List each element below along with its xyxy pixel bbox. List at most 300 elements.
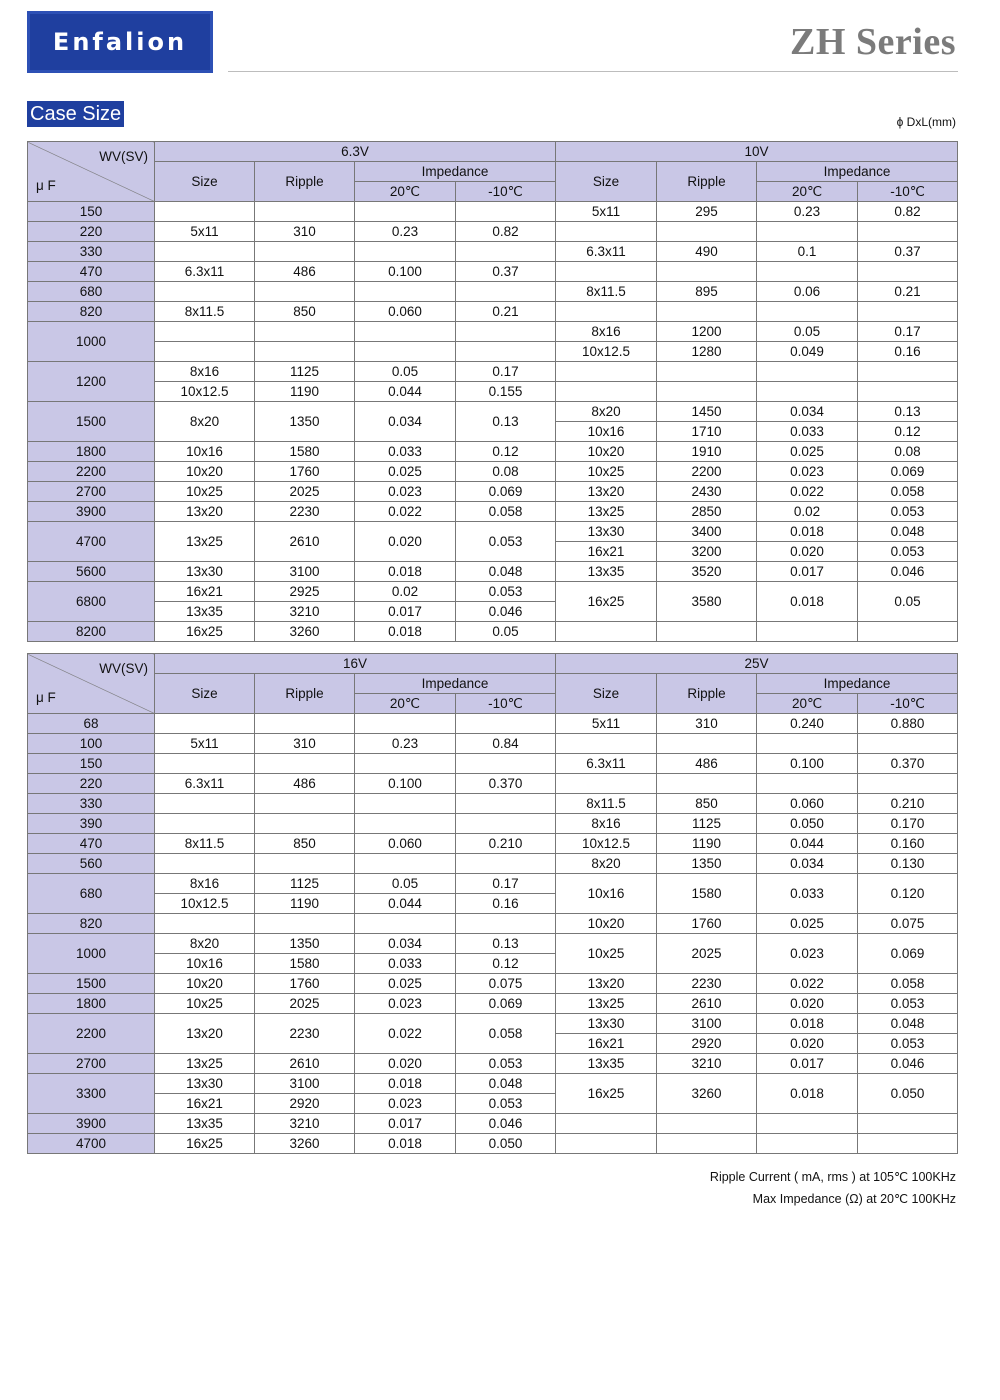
impedance-minus10c-cell: 0.046 bbox=[456, 602, 556, 622]
impedance-20c-cell bbox=[355, 754, 456, 774]
table-row bbox=[28, 854, 958, 874]
impedance-20c-cell: 0.060 bbox=[355, 302, 456, 322]
impedance-20c-cell bbox=[757, 302, 858, 322]
impedance-minus10c-cell: 0.370 bbox=[456, 774, 556, 794]
impedance-minus10c-cell: 0.130 bbox=[858, 854, 958, 874]
table-row bbox=[28, 794, 958, 814]
impedance-minus10c-cell: 0.155 bbox=[456, 382, 556, 402]
capacitance-cell: 1000 bbox=[28, 934, 155, 974]
size-cell: 8x20 bbox=[556, 854, 657, 874]
size-cell bbox=[155, 714, 255, 734]
ripple-cell: 3520 bbox=[657, 562, 757, 582]
size-cell: 13x30 bbox=[556, 522, 657, 542]
ripple-cell: 1350 bbox=[255, 934, 355, 954]
table-row bbox=[28, 774, 958, 794]
ripple-cell bbox=[657, 302, 757, 322]
ripple-cell: 1190 bbox=[657, 834, 757, 854]
impedance-minus10c-cell: 0.05 bbox=[858, 582, 958, 622]
size-cell: 13x20 bbox=[556, 974, 657, 994]
impedance-minus10c-cell: 0.053 bbox=[456, 1094, 556, 1114]
size-cell: 6.3x11 bbox=[155, 774, 255, 794]
impedance-minus10c-cell bbox=[456, 814, 556, 834]
size-cell: 8x11.5 bbox=[155, 302, 255, 322]
size-cell: 8x16 bbox=[155, 362, 255, 382]
impedance-20c-cell: 0.018 bbox=[757, 522, 858, 542]
table-row bbox=[28, 342, 958, 362]
size-cell: 16x21 bbox=[155, 1094, 255, 1114]
ripple-cell bbox=[657, 734, 757, 754]
size-cell bbox=[155, 342, 255, 362]
table-row bbox=[28, 202, 958, 222]
impedance-minus10c-cell: 0.069 bbox=[456, 994, 556, 1014]
ripple-cell bbox=[255, 714, 355, 734]
impedance-20c-cell: 0.017 bbox=[355, 602, 456, 622]
impedance-20c-cell bbox=[355, 854, 456, 874]
table-row bbox=[28, 322, 958, 342]
footnotes bbox=[710, 1166, 956, 1210]
ripple-cell: 2230 bbox=[255, 1014, 355, 1054]
impedance-minus10c-cell bbox=[456, 714, 556, 734]
table-row bbox=[28, 974, 958, 994]
impedance-minus10c-header: -10℃ bbox=[456, 694, 556, 714]
ripple-cell: 1760 bbox=[255, 974, 355, 994]
ripple-cell: 1350 bbox=[657, 854, 757, 874]
size-cell: 13x25 bbox=[155, 522, 255, 562]
impedance-minus10c-cell: 0.075 bbox=[456, 974, 556, 994]
impedance-minus10c-cell: 0.12 bbox=[456, 442, 556, 462]
capacitance-cell: 8200 bbox=[28, 622, 155, 642]
ripple-cell bbox=[255, 242, 355, 262]
size-cell: 13x30 bbox=[155, 1074, 255, 1094]
size-cell: 16x25 bbox=[556, 582, 657, 622]
size-cell: 16x25 bbox=[556, 1074, 657, 1114]
impedance-20c-cell bbox=[757, 774, 858, 794]
impedance-20c-cell: 0.1 bbox=[757, 242, 858, 262]
impedance-minus10c-cell: 0.120 bbox=[858, 874, 958, 914]
ripple-cell: 3210 bbox=[255, 602, 355, 622]
diagonal-header-cell bbox=[28, 142, 155, 202]
impedance-20c-cell: 0.050 bbox=[757, 814, 858, 834]
ripple-cell: 310 bbox=[255, 734, 355, 754]
ripple-cell: 895 bbox=[657, 282, 757, 302]
impedance-20c-cell: 0.100 bbox=[757, 754, 858, 774]
impedance-minus10c-cell: 0.12 bbox=[456, 954, 556, 974]
impedance-minus10c-cell: 0.210 bbox=[456, 834, 556, 854]
impedance-20c-cell bbox=[355, 282, 456, 302]
size-cell: 10x12.5 bbox=[556, 834, 657, 854]
impedance-20c-cell: 0.034 bbox=[757, 402, 858, 422]
impedance-minus10c-cell: 0.069 bbox=[858, 934, 958, 974]
table-row bbox=[28, 934, 958, 954]
impedance-minus10c-cell: 0.21 bbox=[858, 282, 958, 302]
ripple-header: Ripple bbox=[657, 162, 757, 202]
spec-table-16v-25v bbox=[27, 653, 958, 1154]
header-row bbox=[28, 654, 958, 674]
ripple-cell: 1350 bbox=[255, 402, 355, 442]
size-cell: 6.3x11 bbox=[556, 754, 657, 774]
impedance-20c-cell bbox=[757, 1114, 858, 1134]
impedance-20c-header: 20℃ bbox=[757, 694, 858, 714]
table-row bbox=[28, 442, 958, 462]
impedance-minus10c-cell: 0.058 bbox=[858, 482, 958, 502]
ripple-cell: 1580 bbox=[255, 442, 355, 462]
impedance-minus10c-cell: 0.053 bbox=[456, 1054, 556, 1074]
capacitance-cell: 2200 bbox=[28, 1014, 155, 1054]
size-cell bbox=[556, 382, 657, 402]
impedance-20c-cell bbox=[757, 262, 858, 282]
size-header: Size bbox=[556, 674, 657, 714]
size-cell: 8x16 bbox=[556, 322, 657, 342]
ripple-cell: 295 bbox=[657, 202, 757, 222]
capacitance-cell: 2700 bbox=[28, 1054, 155, 1074]
ripple-cell bbox=[255, 854, 355, 874]
ripple-cell bbox=[657, 1114, 757, 1134]
table-row bbox=[28, 734, 958, 754]
section-title: Case Size bbox=[27, 101, 124, 127]
size-cell: 13x35 bbox=[556, 1054, 657, 1074]
impedance-20c-cell bbox=[355, 242, 456, 262]
size-cell bbox=[155, 322, 255, 342]
voltage-header-left: 16V bbox=[155, 654, 556, 674]
table-row bbox=[28, 1074, 958, 1094]
table-row bbox=[28, 1014, 958, 1034]
impedance-minus10c-cell bbox=[456, 914, 556, 934]
ripple-note: Ripple Current ( mA, rms ) at 105℃ 100KHz bbox=[709, 1170, 956, 1184]
impedance-minus10c-cell: 0.053 bbox=[858, 542, 958, 562]
impedance-header: Impedance bbox=[355, 162, 556, 182]
impedance-20c-cell: 0.23 bbox=[355, 222, 456, 242]
impedance-minus10c-cell: 0.046 bbox=[858, 1054, 958, 1074]
ripple-cell: 1760 bbox=[657, 914, 757, 934]
ripple-cell: 2025 bbox=[657, 934, 757, 974]
table-row bbox=[28, 1134, 958, 1154]
ripple-cell: 2610 bbox=[255, 522, 355, 562]
impedance-20c-cell: 0.022 bbox=[757, 482, 858, 502]
impedance-20c-cell: 0.034 bbox=[757, 854, 858, 874]
ripple-cell bbox=[657, 622, 757, 642]
table-row bbox=[28, 282, 958, 302]
spec-table-6v3-10v bbox=[27, 141, 958, 642]
ripple-cell: 486 bbox=[657, 754, 757, 774]
capacitance-cell: 1500 bbox=[28, 402, 155, 442]
impedance-20c-cell: 0.02 bbox=[757, 502, 858, 522]
impedance-minus10c-cell bbox=[858, 222, 958, 242]
ripple-cell: 3100 bbox=[657, 1014, 757, 1034]
table-row bbox=[28, 814, 958, 834]
impedance-20c-cell: 0.060 bbox=[355, 834, 456, 854]
impedance-minus10c-cell: 0.880 bbox=[858, 714, 958, 734]
capacitance-cell: 150 bbox=[28, 202, 155, 222]
ripple-cell: 1580 bbox=[255, 954, 355, 974]
impedance-20c-cell: 0.05 bbox=[355, 874, 456, 894]
size-cell: 10x12.5 bbox=[155, 382, 255, 402]
impedance-20c-cell bbox=[757, 734, 858, 754]
voltage-header-right: 25V bbox=[556, 654, 958, 674]
impedance-minus10c-cell: 0.17 bbox=[456, 362, 556, 382]
impedance-note: Max Impedance (Ω) at 20℃ 100KHz bbox=[752, 1192, 956, 1206]
size-cell: 13x20 bbox=[155, 502, 255, 522]
impedance-20c-cell: 0.018 bbox=[355, 1074, 456, 1094]
impedance-minus10c-cell: 0.053 bbox=[858, 994, 958, 1014]
ripple-header: Ripple bbox=[255, 674, 355, 714]
capacitance-cell: 68 bbox=[28, 714, 155, 734]
ripple-cell: 1190 bbox=[255, 894, 355, 914]
size-cell: 13x30 bbox=[556, 1014, 657, 1034]
size-cell: 10x25 bbox=[155, 994, 255, 1014]
size-cell: 8x16 bbox=[155, 874, 255, 894]
uf-label: μ F bbox=[36, 178, 56, 193]
impedance-20c-cell: 0.020 bbox=[355, 522, 456, 562]
voltage-header-right: 10V bbox=[556, 142, 958, 162]
impedance-header: Impedance bbox=[757, 674, 958, 694]
impedance-20c-cell: 0.020 bbox=[355, 1054, 456, 1074]
impedance-20c-cell: 0.05 bbox=[757, 322, 858, 342]
capacitance-cell: 470 bbox=[28, 834, 155, 854]
ripple-cell bbox=[255, 322, 355, 342]
impedance-20c-cell: 0.033 bbox=[757, 422, 858, 442]
ripple-cell bbox=[255, 814, 355, 834]
ripple-cell bbox=[657, 222, 757, 242]
impedance-minus10c-cell bbox=[858, 1114, 958, 1134]
size-cell: 8x11.5 bbox=[155, 834, 255, 854]
ripple-cell: 3400 bbox=[657, 522, 757, 542]
ripple-cell bbox=[255, 282, 355, 302]
size-cell bbox=[155, 794, 255, 814]
ripple-cell bbox=[255, 202, 355, 222]
size-cell bbox=[556, 262, 657, 282]
impedance-minus10c-cell bbox=[858, 382, 958, 402]
ripple-cell bbox=[255, 794, 355, 814]
size-cell bbox=[556, 302, 657, 322]
wv-label: WV(SV) bbox=[99, 149, 148, 164]
size-cell: 13x35 bbox=[556, 562, 657, 582]
capacitance-cell: 2200 bbox=[28, 462, 155, 482]
capacitance-cell: 220 bbox=[28, 774, 155, 794]
size-cell: 13x30 bbox=[155, 562, 255, 582]
impedance-minus10c-cell: 0.13 bbox=[858, 402, 958, 422]
ripple-cell: 2025 bbox=[255, 482, 355, 502]
capacitance-cell: 220 bbox=[28, 222, 155, 242]
capacitance-cell: 150 bbox=[28, 754, 155, 774]
impedance-minus10c-cell: 0.160 bbox=[858, 834, 958, 854]
size-cell bbox=[155, 282, 255, 302]
impedance-minus10c-cell: 0.048 bbox=[858, 1014, 958, 1034]
impedance-minus10c-cell bbox=[858, 734, 958, 754]
ripple-cell bbox=[255, 754, 355, 774]
size-header: Size bbox=[155, 162, 255, 202]
ripple-cell: 3100 bbox=[255, 1074, 355, 1094]
size-cell bbox=[556, 734, 657, 754]
impedance-20c-cell: 0.025 bbox=[355, 974, 456, 994]
table-row bbox=[28, 362, 958, 382]
capacitance-cell: 1800 bbox=[28, 994, 155, 1014]
size-cell bbox=[556, 622, 657, 642]
impedance-minus10c-cell: 0.82 bbox=[858, 202, 958, 222]
ripple-cell: 2610 bbox=[255, 1054, 355, 1074]
capacitance-cell: 470 bbox=[28, 262, 155, 282]
impedance-20c-cell bbox=[757, 222, 858, 242]
impedance-20c-cell: 0.033 bbox=[355, 442, 456, 462]
ripple-cell: 2230 bbox=[657, 974, 757, 994]
impedance-minus10c-cell: 0.84 bbox=[456, 734, 556, 754]
table-row bbox=[28, 914, 958, 934]
impedance-minus10c-cell: 0.08 bbox=[456, 462, 556, 482]
impedance-header: Impedance bbox=[355, 674, 556, 694]
capacitance-cell: 3900 bbox=[28, 1114, 155, 1134]
size-cell: 16x21 bbox=[556, 542, 657, 562]
size-cell: 13x20 bbox=[556, 482, 657, 502]
ripple-cell: 2610 bbox=[657, 994, 757, 1014]
ripple-cell: 850 bbox=[657, 794, 757, 814]
size-cell: 16x25 bbox=[155, 1134, 255, 1154]
ripple-cell: 486 bbox=[255, 262, 355, 282]
impedance-20c-cell: 0.100 bbox=[355, 262, 456, 282]
impedance-20c-cell: 0.060 bbox=[757, 794, 858, 814]
impedance-minus10c-cell: 0.370 bbox=[858, 754, 958, 774]
table-row bbox=[28, 834, 958, 854]
size-cell: 8x20 bbox=[155, 934, 255, 954]
capacitance-cell: 390 bbox=[28, 814, 155, 834]
impedance-minus10c-header: -10℃ bbox=[858, 694, 958, 714]
table-row bbox=[28, 262, 958, 282]
impedance-20c-cell: 0.044 bbox=[355, 382, 456, 402]
table-row bbox=[28, 382, 958, 402]
impedance-20c-cell: 0.017 bbox=[355, 1114, 456, 1134]
size-cell: 13x35 bbox=[155, 1114, 255, 1134]
impedance-20c-cell: 0.018 bbox=[355, 622, 456, 642]
size-cell: 10x25 bbox=[556, 462, 657, 482]
series-title: ZH Series bbox=[790, 21, 956, 63]
ripple-cell: 2430 bbox=[657, 482, 757, 502]
impedance-minus10c-cell bbox=[456, 342, 556, 362]
impedance-minus10c-cell: 0.13 bbox=[456, 934, 556, 954]
ripple-header: Ripple bbox=[255, 162, 355, 202]
impedance-20c-cell: 0.022 bbox=[355, 1014, 456, 1054]
impedance-minus10c-cell bbox=[858, 262, 958, 282]
impedance-minus10c-cell: 0.08 bbox=[858, 442, 958, 462]
capacitance-cell: 4700 bbox=[28, 1134, 155, 1154]
header-row bbox=[28, 142, 958, 162]
size-cell: 10x20 bbox=[556, 442, 657, 462]
ripple-cell: 1910 bbox=[657, 442, 757, 462]
impedance-minus10c-cell bbox=[456, 322, 556, 342]
ripple-cell bbox=[657, 382, 757, 402]
impedance-minus10c-cell: 0.075 bbox=[858, 914, 958, 934]
impedance-20c-cell: 0.017 bbox=[757, 562, 858, 582]
impedance-20c-cell: 0.034 bbox=[355, 934, 456, 954]
ripple-cell bbox=[255, 914, 355, 934]
impedance-minus10c-cell: 0.13 bbox=[456, 402, 556, 442]
impedance-20c-cell: 0.023 bbox=[757, 462, 858, 482]
impedance-minus10c-cell: 0.21 bbox=[456, 302, 556, 322]
size-cell: 10x25 bbox=[556, 934, 657, 974]
impedance-minus10c-header: -10℃ bbox=[858, 182, 958, 202]
table-row bbox=[28, 754, 958, 774]
ripple-cell: 2200 bbox=[657, 462, 757, 482]
impedance-minus10c-cell: 0.069 bbox=[456, 482, 556, 502]
capacitance-cell: 6800 bbox=[28, 582, 155, 622]
impedance-minus10c-cell: 0.210 bbox=[858, 794, 958, 814]
impedance-20c-cell: 0.020 bbox=[757, 1034, 858, 1054]
size-cell: 16x21 bbox=[155, 582, 255, 602]
impedance-20c-cell bbox=[757, 362, 858, 382]
impedance-minus10c-cell: 0.053 bbox=[858, 1034, 958, 1054]
size-cell: 8x20 bbox=[155, 402, 255, 442]
impedance-20c-cell: 0.023 bbox=[355, 994, 456, 1014]
impedance-minus10c-cell: 0.16 bbox=[858, 342, 958, 362]
table-row bbox=[28, 1054, 958, 1074]
size-cell: 13x25 bbox=[556, 502, 657, 522]
impedance-minus10c-cell bbox=[456, 282, 556, 302]
size-cell bbox=[556, 1134, 657, 1154]
impedance-minus10c-cell: 0.05 bbox=[456, 622, 556, 642]
impedance-20c-cell: 0.022 bbox=[355, 502, 456, 522]
impedance-minus10c-cell: 0.046 bbox=[456, 1114, 556, 1134]
ripple-cell bbox=[657, 362, 757, 382]
impedance-minus10c-header: -10℃ bbox=[456, 182, 556, 202]
capacitance-cell: 3300 bbox=[28, 1074, 155, 1114]
capacitance-cell: 680 bbox=[28, 282, 155, 302]
ripple-cell: 3260 bbox=[255, 622, 355, 642]
ripple-cell bbox=[657, 774, 757, 794]
ripple-cell: 3260 bbox=[657, 1074, 757, 1114]
impedance-20c-cell: 0.017 bbox=[757, 1054, 858, 1074]
ripple-cell: 1125 bbox=[657, 814, 757, 834]
impedance-minus10c-cell: 0.17 bbox=[858, 322, 958, 342]
impedance-20c-cell: 0.033 bbox=[355, 954, 456, 974]
size-cell: 10x20 bbox=[155, 462, 255, 482]
impedance-20c-header: 20℃ bbox=[355, 182, 456, 202]
ripple-cell: 2230 bbox=[255, 502, 355, 522]
impedance-minus10c-cell: 0.048 bbox=[456, 562, 556, 582]
impedance-20c-header: 20℃ bbox=[757, 182, 858, 202]
impedance-minus10c-cell: 0.069 bbox=[858, 462, 958, 482]
impedance-20c-cell: 0.240 bbox=[757, 714, 858, 734]
impedance-20c-cell bbox=[355, 342, 456, 362]
diagonal-header-cell bbox=[28, 654, 155, 714]
size-cell: 13x20 bbox=[155, 1014, 255, 1054]
impedance-minus10c-cell: 0.050 bbox=[858, 1074, 958, 1114]
impedance-20c-cell: 0.025 bbox=[355, 462, 456, 482]
capacitance-cell: 100 bbox=[28, 734, 155, 754]
capacitance-cell: 1000 bbox=[28, 322, 155, 362]
impedance-20c-cell: 0.018 bbox=[757, 582, 858, 622]
impedance-20c-cell bbox=[355, 714, 456, 734]
table-row bbox=[28, 562, 958, 582]
ripple-cell: 1125 bbox=[255, 362, 355, 382]
capacitance-cell: 820 bbox=[28, 302, 155, 322]
impedance-minus10c-cell: 0.053 bbox=[456, 522, 556, 562]
ripple-cell: 1190 bbox=[255, 382, 355, 402]
ripple-cell: 3100 bbox=[255, 562, 355, 582]
header-divider bbox=[228, 71, 958, 72]
size-cell: 10x16 bbox=[155, 442, 255, 462]
impedance-20c-cell: 0.05 bbox=[355, 362, 456, 382]
ripple-cell: 850 bbox=[255, 834, 355, 854]
size-cell bbox=[556, 1114, 657, 1134]
size-cell: 8x20 bbox=[556, 402, 657, 422]
impedance-20c-cell bbox=[757, 622, 858, 642]
impedance-20c-cell bbox=[355, 814, 456, 834]
impedance-20c-cell: 0.02 bbox=[355, 582, 456, 602]
impedance-minus10c-cell: 0.170 bbox=[858, 814, 958, 834]
impedance-minus10c-cell: 0.053 bbox=[456, 582, 556, 602]
size-cell bbox=[556, 362, 657, 382]
size-cell: 16x25 bbox=[155, 622, 255, 642]
impedance-minus10c-cell: 0.37 bbox=[858, 242, 958, 262]
ripple-cell: 1760 bbox=[255, 462, 355, 482]
table-row bbox=[28, 302, 958, 322]
